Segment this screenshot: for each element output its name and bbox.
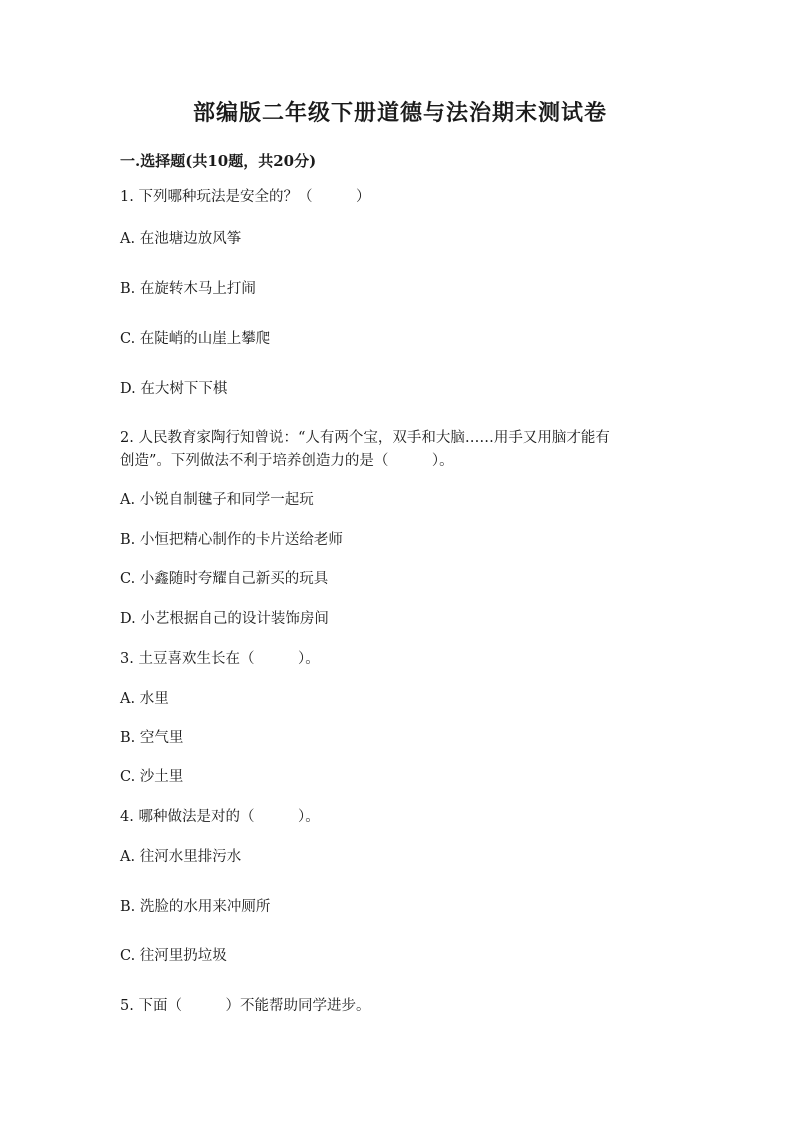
question-3-option-a: A. 水里 [120, 691, 169, 707]
question-1-option-c: C. 在陡峭的山崖上攀爬 [120, 331, 271, 347]
question-4-stem: 4. 哪种做法是对的（ ）。 [120, 809, 320, 825]
page-title: 部编版二年级下册道德与法治期末测试卷 [192, 100, 607, 126]
question-3-option-c: C. 沙土里 [120, 769, 184, 785]
question-1-option-a: A. 在池塘边放风筝 [120, 231, 242, 247]
question-1-stem: 1. 下列哪种玩法是安全的？（ ） [120, 189, 371, 205]
question-2-stem-line-2: 创造”。下列做法不利于培养创造力的是（ ）。 [120, 453, 454, 469]
question-2-option-a: A. 小锐自制毽子和同学一起玩 [120, 492, 314, 508]
question-3-stem: 3. 土豆喜欢生长在（ ）。 [120, 651, 320, 667]
question-4-option-b: B. 洗脸的水用来冲厕所 [120, 899, 271, 915]
question-4-option-a: A. 往河水里排污水 [120, 849, 242, 865]
question-2-option-d: D. 小艺根据自己的设计装饰房间 [120, 611, 329, 627]
question-3-option-b: B. 空气里 [120, 730, 184, 746]
question-5-stem: 5. 下面（ ）不能帮助同学进步。 [120, 998, 371, 1014]
question-1-option-b: B. 在旋转木马上打闹 [120, 281, 256, 297]
question-2-option-c: C. 小鑫随时夸耀自己新买的玩具 [120, 571, 329, 587]
question-2-stem-line-1: 2. 人民教育家陶行知曾说：“人有两个宝，双手和大脑……用手又用脑才能有 [120, 430, 610, 446]
question-2-option-b: B. 小恒把精心制作的卡片送给老师 [120, 532, 343, 548]
question-4-option-c: C. 往河里扔垃圾 [120, 948, 227, 964]
question-1-option-d: D. 在大树下下棋 [120, 381, 228, 397]
section-heading: 一.选择题(共10题，共20分) [120, 152, 317, 170]
